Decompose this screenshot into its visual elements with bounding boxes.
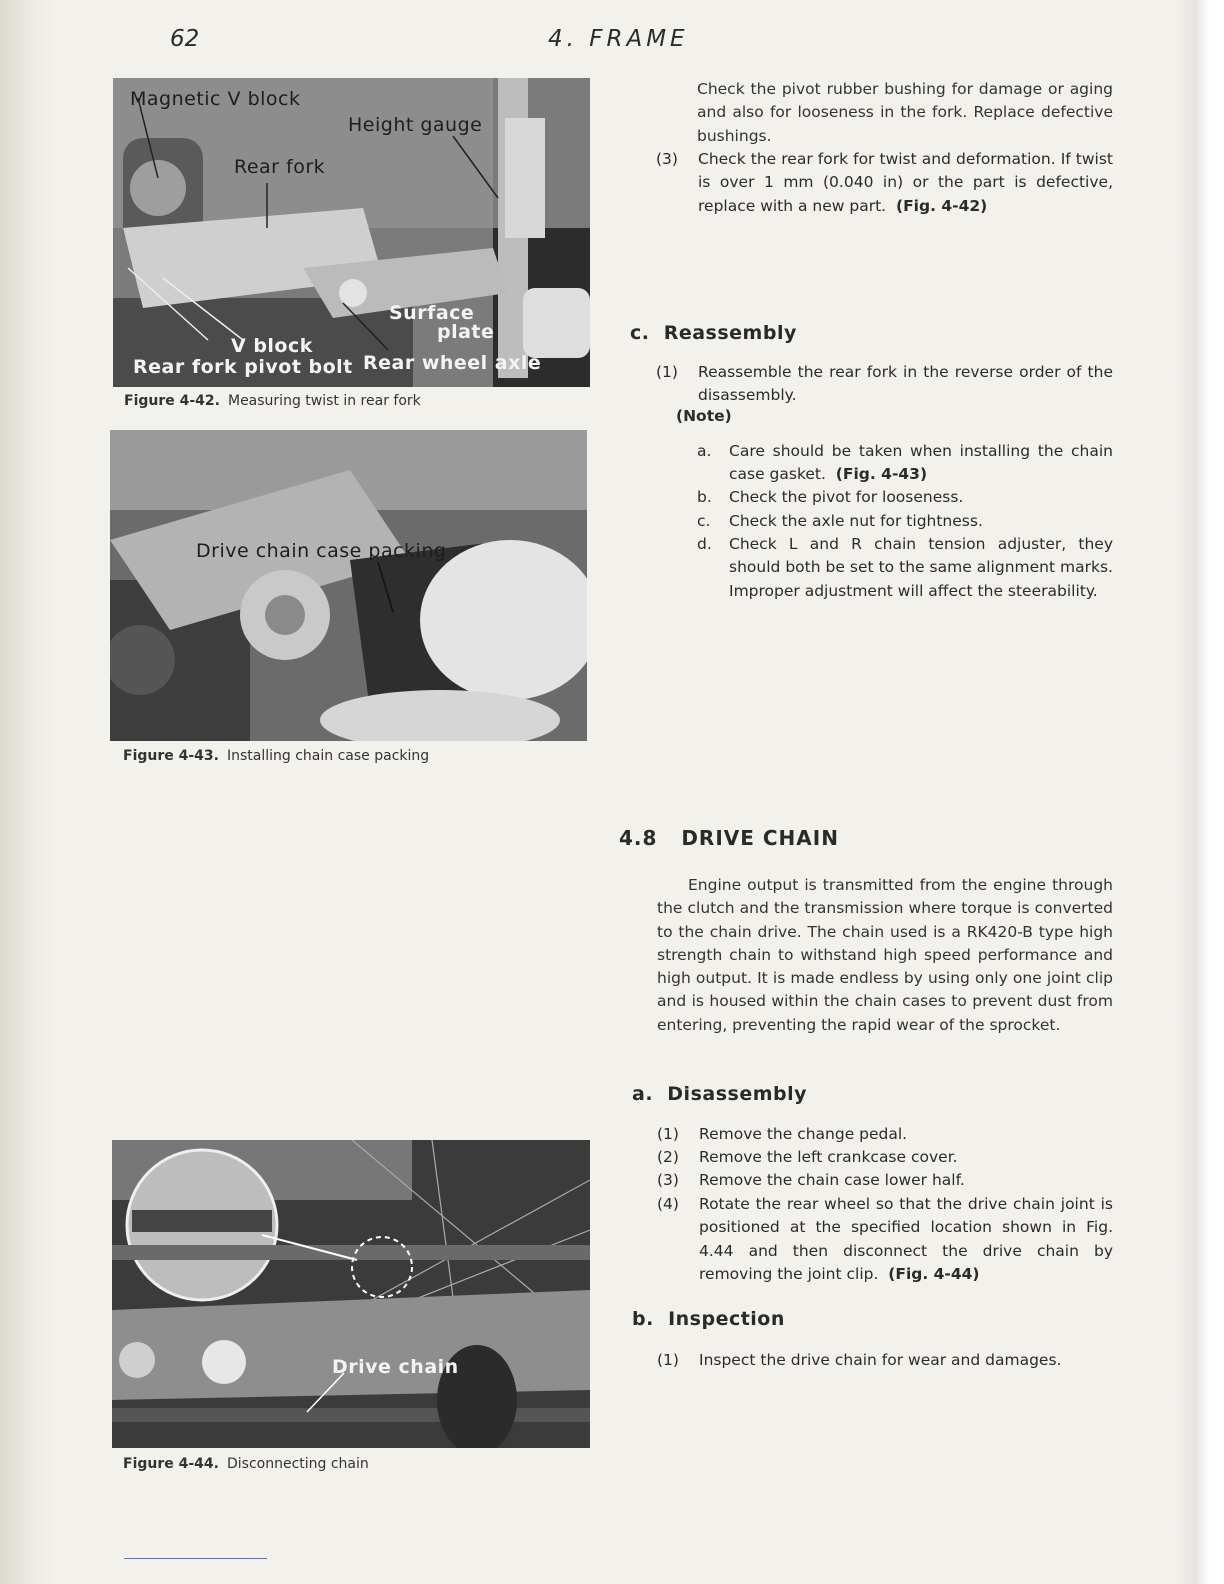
label-surface: Surface (389, 302, 475, 324)
page-number: 62 (170, 26, 200, 52)
note-item-c: c. Check the axle nut for tightness. (697, 512, 983, 530)
figure-4-44-caption (123, 1456, 369, 1472)
figure-4-42-text: Measuring twist in rear fork (227, 393, 421, 409)
section-heading-drive-chain: 4.8 DRIVE CHAIN (619, 826, 839, 850)
disassembly-item-1: (1) Remove the change pedal. (657, 1125, 908, 1143)
page-edge-left (0, 0, 55, 1584)
note-item-b: b. Check the pivot for looseness. (697, 488, 964, 506)
drive-chain-intro: Engine output is transmitted from the engine through the clutch and the transmission where torque is converted to the chain drive. The chain used is a RK420-B type high strength chain to withstand high speed performance and high output. It is made endless by using only one joint clip and is housed within the chain cases to prevent dust from entering, preventing the rapid wear of the sprocket. (657, 876, 1113, 1034)
label-magnetic-v-block: Magnetic V block (130, 88, 301, 110)
reassembly-item-1-number: (1) (656, 363, 678, 381)
label-rear-fork: Rear fork (234, 156, 326, 178)
disassembly-heading: a. Disassembly (632, 1083, 807, 1105)
figure-4-43-caption (123, 748, 429, 764)
figure-4-43-text: Installing chain case packing (226, 748, 430, 764)
figure-4-42-number: Figure 4-42. (124, 393, 220, 409)
inspection-item-3-text: Check the rear fork for twist and deformation. If twist is over 1 mm (0.040 in) or the part is defective, replace with a new part. (Fig. 4-42) (698, 150, 1113, 215)
label-v-block: V block (231, 335, 313, 357)
figure-4-44-number: Figure 4-44. (123, 1456, 219, 1472)
disassembly-item-3: (3) Remove the chain case lower half. (657, 1171, 965, 1189)
disassembly-item-2: (2) Remove the left crankcase cover. (657, 1148, 958, 1166)
inspection-item-1: (1) Inspect the drive chain for wear and damages. (657, 1351, 1062, 1369)
inspection-item-3-ref: (Fig. 4-42) (895, 196, 988, 215)
disassembly-item-4: (4) Rotate the rear wheel so that the drive chain joint is positioned at the specified location shown in Fig. 4.44 and then disconnect the drive chain by removing the joint clip. (Fig. 4-44) (657, 1195, 1113, 1283)
figure-4-43-photo (110, 430, 587, 741)
bottom-rule (124, 1558, 267, 1559)
label-height-gauge: Height gauge (348, 114, 483, 136)
figure-4-44-illustration (112, 1140, 590, 1448)
figure-4-43-illustration (110, 430, 587, 741)
figure-4-43-number: Figure 4-43. (123, 748, 219, 764)
note-item-a: a. Care should be taken when installing the chain case gasket. (Fig. 4-43) (697, 442, 1113, 484)
reassembly-item-1-text: Reassemble the rear fork in the reverse order of the disassembly. (698, 363, 1113, 405)
reassembly-heading: c. Reassembly (630, 322, 797, 344)
figure-4-42-caption (124, 393, 421, 409)
inspection-paragraph: Check the pivot rubber bushing for damage or aging and also for looseness in the fork. Replace defective bushings. (697, 80, 1113, 145)
inspection-item-3-number: (3) (656, 150, 678, 168)
label-drive-chain: Drive chain (332, 1356, 459, 1378)
label-rear-wheel-axle: Rear wheel axle (363, 352, 542, 374)
inspection-heading: b. Inspection (632, 1308, 785, 1330)
reassembly-item-1 (656, 361, 1113, 408)
label-drive-chain-case-packing: Drive chain case packing (196, 540, 447, 562)
page-edge-right (1176, 0, 1224, 1584)
note-item-d: d. Check L and R chain tension adjuster, they should both be set to the same alignment marks. Improper adjustment will affect the steerability. (697, 535, 1113, 600)
figure-4-44-text: Disconnecting chain (226, 1456, 369, 1472)
label-plate: plate (437, 321, 495, 343)
note-label: (Note) (676, 407, 732, 425)
label-rear-fork-pivot-bolt: Rear fork pivot bolt (133, 356, 353, 378)
figure-4-42-photo (113, 78, 590, 387)
chapter-title: 4. FRAME (548, 26, 689, 52)
inspection-item-3 (656, 148, 1113, 218)
figure-4-44-photo (112, 1140, 590, 1448)
